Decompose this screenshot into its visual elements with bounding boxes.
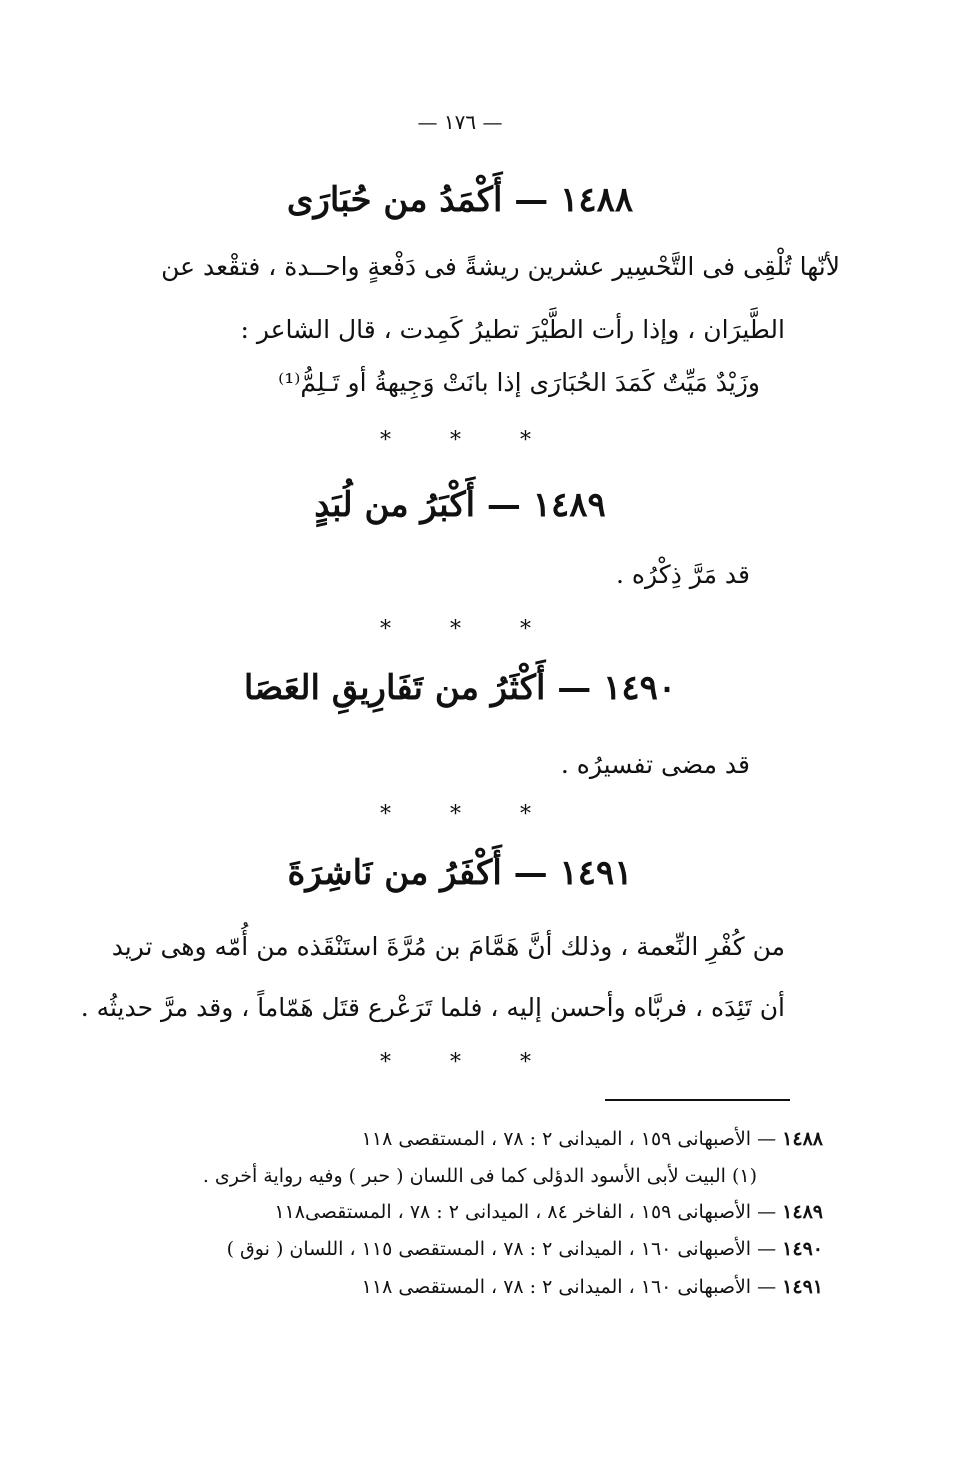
footnote-text: (١) البيت لأبى الأسود الدؤلى كما فى اللسان ( حبر ) وفيه رواية أخرى . bbox=[202, 1165, 757, 1187]
footnote-number: ١٤٩١ bbox=[782, 1276, 823, 1298]
section-separator-stars: * * * bbox=[380, 1050, 557, 1075]
entry-heading-1488: ١٤٨٨ — أَكْمَدُ من حُبَارَى bbox=[286, 180, 634, 220]
footnote-text: — الأصبهانى ١٦٠ ، الميدانى ٢ : ٧٨ ، المستقصى ١١٨ bbox=[361, 1276, 777, 1298]
footnote-text: — الأصبهانى ١٦٠ ، الميدانى ٢ : ٧٨ ، المستقصى ١١٥ ، اللسان ( نوق ) bbox=[226, 1238, 777, 1260]
footnote-1491 bbox=[362, 1276, 823, 1298]
footnote-verse-source bbox=[203, 1165, 757, 1187]
entry-heading-1490: ١٤٩٠ — أَكْثَرُ من تَفَارِيقِ العَصَا bbox=[243, 668, 677, 708]
section-separator-stars: * * * bbox=[380, 617, 557, 642]
footnote-number: ١٤٩٠ bbox=[782, 1238, 823, 1260]
entry-1490-line-1: قد مضى تفسيرُه . bbox=[560, 750, 750, 779]
entry-1488-line-2: الطَّيرَان ، وإذا رأت الطَّيْرَ تطيرُ كَمِدت ، قال الشاعر : bbox=[240, 315, 785, 344]
entry-1489-line-1: قد مَرَّ ذِكْرُه . bbox=[616, 560, 750, 589]
footnote-number: ١٤٨٩ bbox=[782, 1201, 823, 1223]
entry-1488-verse: وزَيْدٌ مَيِّتٌ كَمَدَ الحُبَارَى إذا بانَتْ وَجِيهةُ أو تَـلِمُّ⁽¹⁾ bbox=[278, 368, 760, 397]
entry-1488-line-1: لأنّها تُلْقِى فى التَّحْسِير عشرين ريشةً فى دَفْعةٍ واحــدة ، فتقْعد عن bbox=[161, 252, 840, 281]
footnote-1489 bbox=[274, 1201, 823, 1223]
footnote-divider bbox=[605, 1099, 790, 1101]
entry-heading-1491: ١٤٩١ — أَكْفَرُ من نَاشِرَةَ bbox=[287, 853, 633, 893]
footnote-text: — الأصبهانى ١٥٩ ، الفاخر ٨٤ ، الميدانى ٢ : ٧٨ ، المستقصى١١٨ bbox=[274, 1201, 777, 1223]
section-separator-stars: * * * bbox=[380, 802, 557, 827]
footnote-number: ١٤٨٨ bbox=[782, 1128, 823, 1150]
entry-1491-line-2: أن تَئِدَه ، فربَّاه وأحسن إليه ، فلما تَرَعْرع قتَل هَمّاماً ، وقد مرَّ حديثُه . bbox=[80, 993, 785, 1022]
entry-heading-1489: ١٤٨٩ — أَكْبَرُ من لُبَدٍ bbox=[314, 485, 606, 525]
footnote-1488 bbox=[362, 1128, 823, 1150]
entry-1491-line-1: من كُفْرِ النِّعمة ، وذلك أنَّ هَمَّامَ بن مُرَّةَ استَنْقَذه من أُمّه وهى تريد bbox=[111, 932, 785, 961]
footnote-1490 bbox=[227, 1238, 823, 1260]
page-number: — ١٧٦ — bbox=[417, 110, 503, 134]
section-separator-stars: * * * bbox=[380, 428, 557, 453]
footnote-text: — الأصبهانى ١٥٩ ، الميدانى ٢ : ٧٨ ، المستقصى ١١٨ bbox=[361, 1128, 777, 1150]
